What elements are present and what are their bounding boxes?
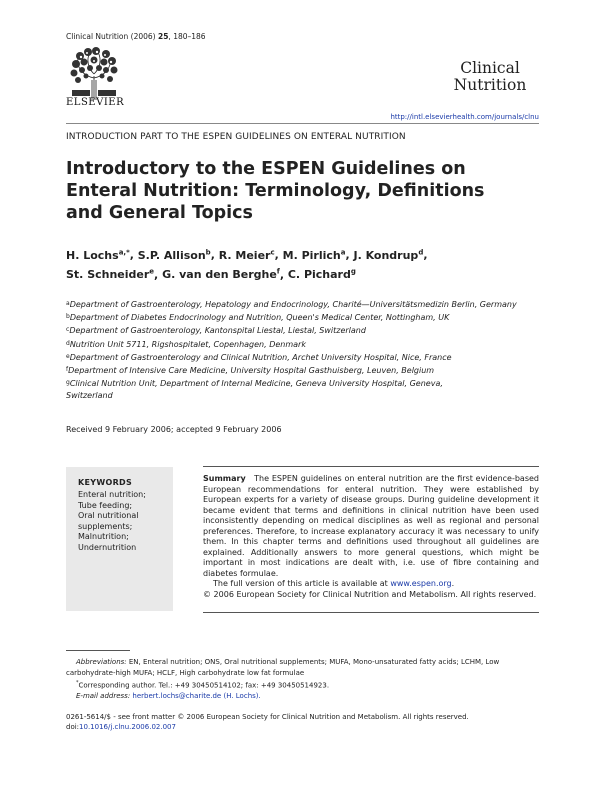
footnotes (66, 657, 541, 701)
author: C. Pichard$^g$ (287, 267, 356, 282)
author-list: H. Lochs$^{a,*}$, S.P. Allison$^b$, R. Meier$^c$, M. Pirlich$^a$, J. Kondrup$^d$, St. Schneider$^e$, G. van den Berghe$^f$, C. Pichard$^g$ (66, 248, 428, 282)
citation-pages: , 180–186 (168, 32, 206, 41)
author: St. Schneider$^e$ (66, 267, 155, 282)
summary-bottom-rule (203, 612, 539, 613)
summary-label: Summary (203, 474, 246, 483)
keyword: Malnutrition; (78, 532, 129, 541)
abbreviations-note: Abbreviations: EN, Enteral nutrition; ONS, Oral nutritional supplements; MUFA, Mono-unsaturated fatty acids; LCHM, Low carbohydrate-high MUFA; HCLF, High carbohydrate low fat formulae (66, 658, 500, 677)
journal-wordmark (440, 60, 540, 94)
citation-volume: 25 (157, 32, 169, 41)
affiliation: $^c$Department of Gastroenterology, Kantonspital Liestal, Liestal, Switzerland (66, 326, 366, 336)
footnote-rule (66, 650, 130, 651)
author: R. Meier$^c$ (218, 248, 275, 262)
affiliation-list (66, 298, 541, 403)
affiliation: $^f$Department of Intensive Care Medicine, University Hospital Gasthuisberg, Leuven, Belgium (66, 366, 435, 376)
keyword: Oral nutritional supplements; (78, 511, 139, 531)
keywords-heading: KEYWORDS (78, 478, 133, 487)
affiliation: $^a$Department of Gastroenterology, Hepatology and Endocrinology, Charité—Universitätsmedizin Berlin, Germany (66, 300, 517, 309)
copyright-line: © 2006 European Society for Clinical Nutrition and Metabolism. All rights reserved. (203, 589, 537, 599)
journal-citation (66, 32, 206, 41)
citation-journal: Clinical Nutrition (2006) (66, 32, 156, 41)
email-link[interactable]: herbert.lochs@charite.de (132, 691, 222, 700)
issn-block (66, 712, 541, 732)
affiliation: $^b$Department of Diabetes Endocrinology and Nutrition, Queen's Medical Center, Nottingham, UK (66, 313, 450, 323)
publisher-wordmark: ELSEVIER (66, 97, 125, 108)
author: M. Pirlich$^a$ (282, 248, 346, 262)
keyword: Enteral nutrition; (78, 490, 146, 499)
section-label: INTRODUCTION PART TO THE ESPEN GUIDELINES ON ENTERAL NUTRITION (66, 132, 406, 142)
header-divider (66, 123, 539, 124)
doi-link[interactable]: 10.1016/j.clnu.2006.02.007 (79, 723, 176, 731)
journal-wordmark-line2: Nutrition (453, 76, 527, 94)
keywords-list (78, 490, 168, 553)
summary-paragraph (203, 474, 539, 579)
full-version-note: The full version of this article is available at www.espen.org. (213, 579, 455, 588)
author: G. van den Berghe$^f$ (162, 267, 280, 282)
summary-text: The ESPEN guidelines on enteral nutrition are the first evidence-based European recommendations for enteral nutrition. They were established by European experts for a variety of disease groups. During guideline development it became evident that terms and definitions in clinical nutrition have been used inconsistently depending on medical disciplines as well as regional and personal preferences. Therefore, to increase explanatory accuracy it was necessary to unify them. In this chapter terms and definitions used throughout all guidelines are explained. Additionally answers to more general questions, which might be important in most indications are dealt with, i.e. use of fibre containing and diabetes formulae. (203, 474, 539, 578)
issn-line: 0261-5614/$ - see front matter © 2006 European Society for Clinical Nutrition and Metabolism. All rights reserved. (66, 713, 469, 721)
espen-link[interactable]: www.espen.org (390, 579, 452, 588)
email-note: E-mail address: herbert.lochs@charite.de (H. Lochs). (76, 691, 261, 700)
affiliation: $^e$Department of Gastroenterology and Clinical Nutrition, Archet University Hospital, Nice, France (66, 352, 452, 362)
summary-block (203, 474, 539, 600)
summary-top-rule (203, 466, 539, 467)
keyword: Tube feeding; (78, 500, 133, 510)
affiliation: $^g$Clinical Nutrition Unit, Department of Internal Medicine, Geneva University Hospital, Geneva, Switzerland (66, 379, 443, 401)
doi-line: doi:10.1016/j.clnu.2006.02.007 (66, 723, 176, 731)
author: J. Kondrup$^d$ (353, 248, 424, 262)
author: S.P. Allison$^b$ (137, 248, 211, 262)
author: H. Lochs$^{a,*}$ (66, 248, 130, 262)
keyword: Undernutrition (78, 542, 137, 552)
received-dates: Received 9 February 2006; accepted 9 February 2006 (66, 425, 282, 434)
affiliation: $^d$Nutrition Unit 5711, Rigshospitalet, Copenhagen, Denmark (66, 339, 306, 349)
corresponding-author-note: *Corresponding author. Tel.: +49 30450514102; fax: +49 30450514923. (76, 680, 330, 690)
elsevier-tree-logo (66, 46, 122, 102)
article-title: Introductory to the ESPEN Guidelines on Enteral Nutrition: Terminology, Definitions and General Topics (66, 159, 485, 223)
journal-wordmark-line1: Clinical (460, 59, 520, 77)
journal-url-link[interactable]: http://intl.elsevierhealth.com/journals/clnu (390, 113, 539, 121)
